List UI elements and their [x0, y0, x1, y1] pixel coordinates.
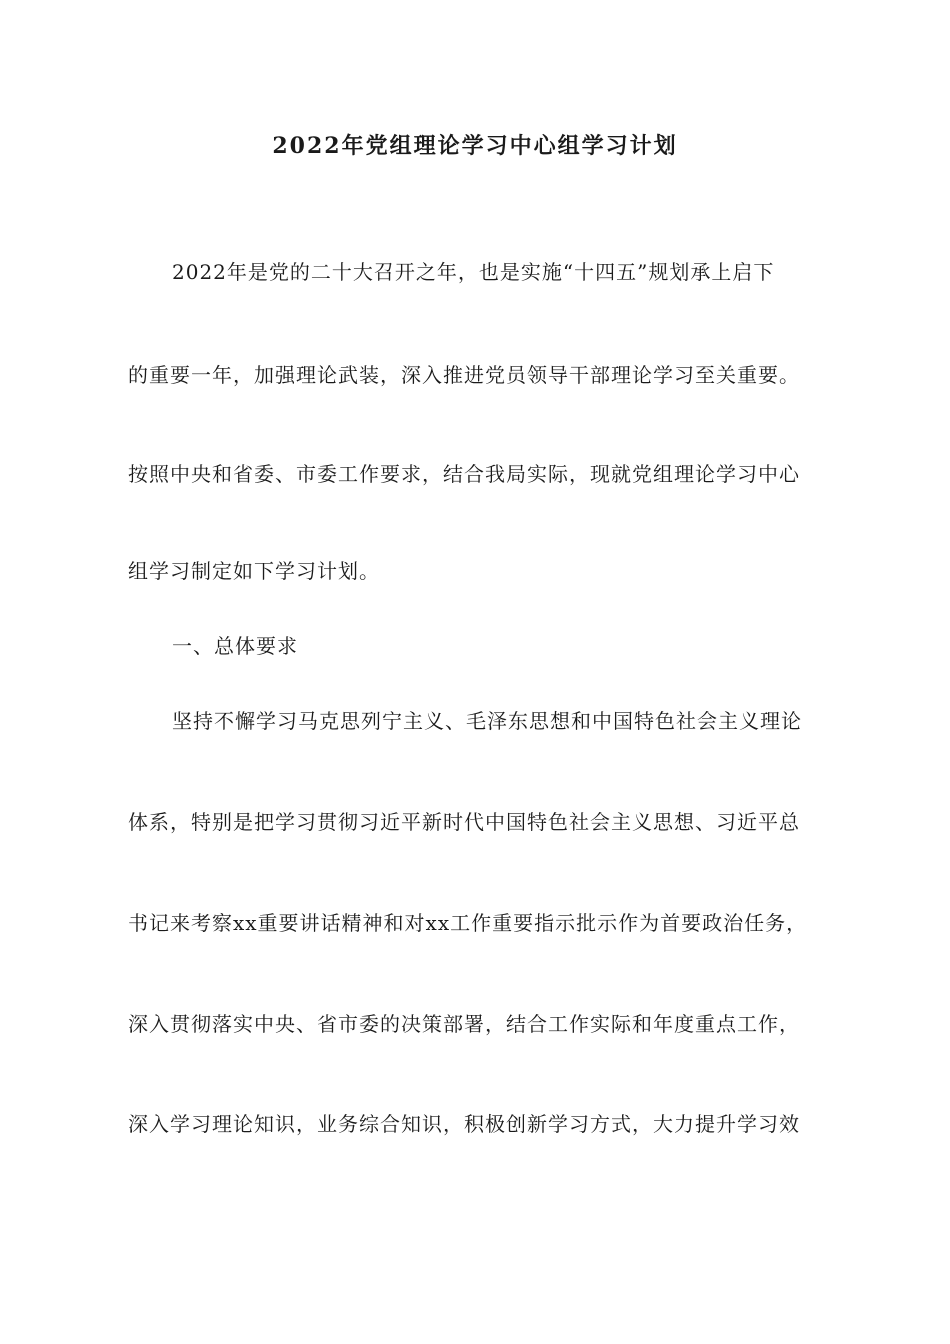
document-title: 2022年党组理论学习中心组学习计划 — [272, 133, 678, 159]
paragraph-line: 组学习制定如下学习计划。 — [128, 559, 380, 583]
paragraph-line: 2022年是党的二十大召开之年，也是实施“十四五”规划承上启下 — [172, 260, 775, 284]
paragraph-line: 书记来考察xx重要讲话精神和对xx工作重要指示批示作为首要政治任务， — [128, 911, 808, 935]
section-heading: 一、总体要求 — [172, 634, 298, 658]
paragraph-line: 体系，特别是把学习贯彻习近平新时代中国特色社会主义思想、习近平总 — [128, 810, 800, 834]
paragraph-line: 按照中央和省委、市委工作要求，结合我局实际，现就党组理论学习中心 — [128, 462, 800, 486]
paragraph-line: 深入学习理论知识，业务综合知识，积极创新学习方式，大力提升学习效 — [128, 1112, 800, 1136]
paragraph-line: 的重要一年，加强理论武装，深入推进党员领导干部理论学习至关重要。 — [128, 363, 800, 387]
paragraph-line: 深入贯彻落实中央、省市委的决策部署，结合工作实际和年度重点工作， — [128, 1012, 800, 1036]
paragraph-line: 坚持不懈学习马克思列宁主义、毛泽东思想和中国特色社会主义理论 — [172, 709, 802, 733]
